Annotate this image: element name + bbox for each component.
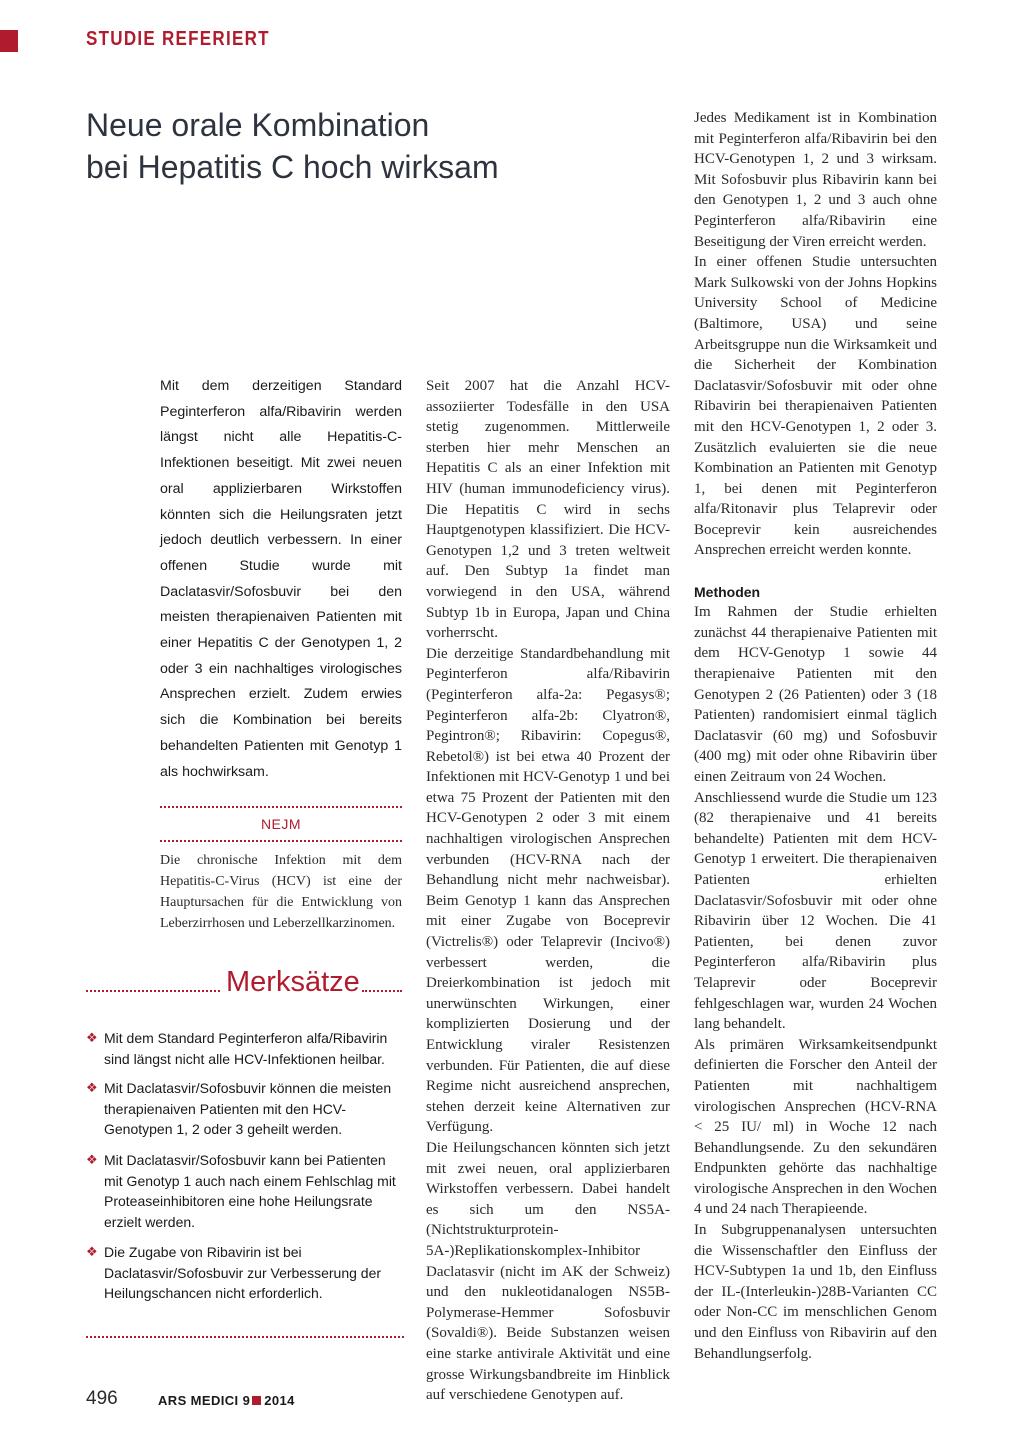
body-paragraph: In einer offenen Studie untersuchten Mark Sulkowski von der Johns Hopkins University School of Medicine (Baltimore, USA) und seine Arbeitsgruppe nun die Wirksamkeit und die Sicherheit der Kombination Daclatasvir/Sofosbuvir mit oder ohne Ribavirin bei therapienaiven Patienten mit den HCV-Genotypen 1, 2 oder 3. Zusätzlich evaluierten sie die neue Kombination an Patienten mit Genotyp 1, bei denen mit Peginterferon alfa/Ritonavir plus Telaprevir oder Boceprevir kein ausreichendes Ansprechen erreicht werden konnte. xyxy=(694,254,937,559)
merksatz-text: Mit dem Standard Peginterferon alfa/Ribavirin sind längst nicht alle HCV-Infektionen heilbar. xyxy=(104,1030,388,1067)
merksatz-item xyxy=(86,1028,404,1069)
article-title-line-1: Neue orale Kombination xyxy=(86,107,430,143)
body-paragraph: Die derzeitige Standardbehandlung mit Peginterferon alfa/Ribavirin (Peginterferon alfa-2a: Pegasys®; Peginterferon alfa-2b: Clyatron®, Pegintron®; Ribavirin: Copegus®, Rebetol®) ist bei etwa 40 Prozent der Infektionen mit HCV-Genotyp 1 und bei etwa 75 Prozent der Patienten mit den HCV-Genotypen 2 oder 3 mit einem nachhaltigen virologischen Ansprechen verbunden (HCV-RNA nach der Behandlung nicht mehr nachweisbar). Beim Genotyp 1 kann das Ansprechen mit einer Zugabe von Boceprevir (Victrelis®) oder Telaprevir (Incivo®) verbessert werden, die Dreierkombination ist jedoch mit unerwünschten Wirkungen, einer komplizierten Dosierung und der Entwicklung viraler Resistenzen verbunden. Für Patienten, die auf diese Regime nicht ausreichend ansprechen, stehen derzeit keine Alternativen zur Verfügung. xyxy=(426,645,670,1136)
section-marker xyxy=(0,30,18,52)
diamond-bullet-icon: ❖ xyxy=(86,1080,98,1095)
merksatz-text: Mit Daclatasvir/Sofosbuvir kann bei Patienten mit Genotyp 1 auch nach einem Fehlschlag mit Proteaseinhibitoren eine hohe Heilungsrate erzielt werden. xyxy=(104,1152,396,1230)
diamond-bullet-icon: ❖ xyxy=(86,1244,98,1259)
lead-paragraph: Mit dem derzeitigen Standard Peginterferon alfa/Ribavirin werden längst nicht alle Hepatitis-C-Infektionen beseitigt. Mit zwei neuen oral applizierbaren Wirkstoffen könnten sich die Heilungsraten jetzt jedoch deutlich verbessern. In einer offenen Studie wurde mit Daclatasvir/Sofosbuvir bei den meisten therapienaiven Patienten mit einer Hepatitis C der Genotypen 1, 2 oder 3 ein nachhaltiges virologisches Ansprechen erzielt. Zudem erwies sich die Kombination bei bereits behandelten Patienten mit Genotyp 1 als hochwirksam. xyxy=(160,378,402,780)
merksatz-text: Die Zugabe von Ribavirin ist bei Daclatasvir/Sofosbuvir zur Verbesserung der Heilungschancen nicht erforderlich. xyxy=(104,1244,382,1301)
body-paragraph: Seit 2007 hat die Anzahl HCV-assoziierter Todesfälle in den USA stetig zugenommen. Mittlerweile sterben hier mehr Menschen an Hepatitis C als an einer Infektion mit HIV (human immunodeficiency virus). Die Hepatitis C wird in sechs Hauptgenotypen klassifiziert. Die HCV-Genotypen 1,2 und 3 treten weltweit auf. Den Subtyp 1a findet man vorwiegend in den USA, während Subtyp 1b in Europa, Japan und China vorherrscht. xyxy=(426,378,670,642)
body-paragraph: Anschliessend wurde die Studie um 123 (82 therapienaive und 41 bereits behandelte) Patienten mit dem HCV-Genotyp 1 erweitert. Die therapienaiven Patienten erhielten Daclatasvir/Sofosbuvir mit oder ohne Ribavirin über 12 Wochen. Die 41 Patienten, bei denen zuvor Peginterferon alfa/Ribavirin plus Telaprevir oder Boceprevir fehlgeschlagen war, wurden 24 Wochen lang behandelt. xyxy=(694,789,937,1033)
merksaetze-divider-right xyxy=(362,990,402,992)
body-paragraph: Die Heilungschancen könnten sich jetzt mit zwei neuen, oral applizierbaren Wirkstoffen verbessern. Dabei handelt es sich um den NS5A-(Nichtstrukturprotein-5A-)Replikationskomplex-Inhibitor Daclatasvir (nicht im AK der Schweiz) und den nukleotidanalogen NS5B-Polymerase-Hemmer Sofosbuvir (Sovaldi®). Beide Substanzen weisen eine starke antivirale Aktivität und eine grosse Wirkungsbandbreite im Hinblick auf verschiedene Genotypen auf. xyxy=(426,1139,670,1404)
diamond-bullet-icon: ❖ xyxy=(86,1030,98,1045)
source-label: NEJM xyxy=(260,816,302,832)
article-title xyxy=(86,104,546,188)
body-paragraph: Als primären Wirksamkeitsendpunkt definierten die Forscher den Anteil der Patienten mit nachhaltigem virologischen Ansprechen (HCV-RNA < 25 IU/ ml) in Woche 12 nach Behandlungsende. Zu den sekundären Endpunkten gehörte das nachhaltige virologische Ansprechen in den Wochen 4 und 24 nach Therapieende. xyxy=(694,1036,937,1218)
article-title-line-2: bei Hepatitis C hoch wirksam xyxy=(86,149,499,185)
source-divider-top xyxy=(160,806,402,808)
body-paragraph: In Subgruppenanalysen untersuchten die Wissenschaftler den Einfluss der HCV-Subtypen 1a und 1b, den Einfluss der IL-(Interleukin-)28B-Varianten CC oder Non-CC im menschlichen Genom und den Einfluss von Ribavirin auf den Behandlungserfolg. xyxy=(694,1222,937,1362)
merksaetze-title: Merksätze xyxy=(226,966,360,998)
journal-footer xyxy=(158,1393,295,1408)
merksatz-item xyxy=(86,1150,404,1232)
body-paragraph: Im Rahmen der Studie erhielten zunächst 44 therapienaive Patienten mit dem HCV-Genotyp 1 sowie 44 therapienaive Patienten mit den Genotypen 2 (26 Patienten) oder 3 (18 Patienten) randomisiert einmal täglich Daclatasvir (60 mg) und Sofosbuvir (400 mg) mit oder ohne Ribavirin über einen Zeitraum von 24 Wochen. xyxy=(694,604,937,785)
merksaetze-divider-left xyxy=(86,990,220,992)
body-column-right xyxy=(694,108,937,1364)
source-abstract: Die chronische Infektion mit dem Hepatitis-C-Virus (HCV) ist eine der Hauptursachen für die Entwicklung von Leberzirrhosen und Leberzellkarzinomen. xyxy=(160,853,402,931)
page-number: 496 xyxy=(86,1388,118,1409)
section-label: STUDIE REFERIERT xyxy=(86,28,270,50)
separator-square-icon xyxy=(252,1396,261,1405)
journal-name: ARS MEDICI 9 xyxy=(158,1393,251,1408)
merksatz-item xyxy=(86,1242,404,1304)
body-column-middle xyxy=(426,376,670,1406)
merksatz-item xyxy=(86,1078,404,1140)
body-paragraph: Jedes Medikament ist in Kombination mit Peginterferon alfa/Ribavirin bei den HCV-Genotypen 1, 2 und 3 wirksam. Mit Sofosbuvir plus Ribavirin kann bei den Genotypen 1, 2 und 3 auch ohne Peginterferon alfa/Ribavirin eine Beseitigung der Viren erreicht werden. xyxy=(694,110,937,250)
journal-year: 2014 xyxy=(264,1393,295,1408)
merksatz-text: Mit Daclatasvir/Sofosbuvir können die meisten therapienaiven Patienten mit den HCV-Genotypen 1, 2 oder 3 geheilt werden. xyxy=(104,1080,392,1137)
source-divider-bottom xyxy=(160,840,402,842)
merksaetze-divider-bottom xyxy=(86,1336,404,1338)
section-heading-methods: Methoden xyxy=(694,583,761,600)
diamond-bullet-icon: ❖ xyxy=(86,1152,98,1167)
